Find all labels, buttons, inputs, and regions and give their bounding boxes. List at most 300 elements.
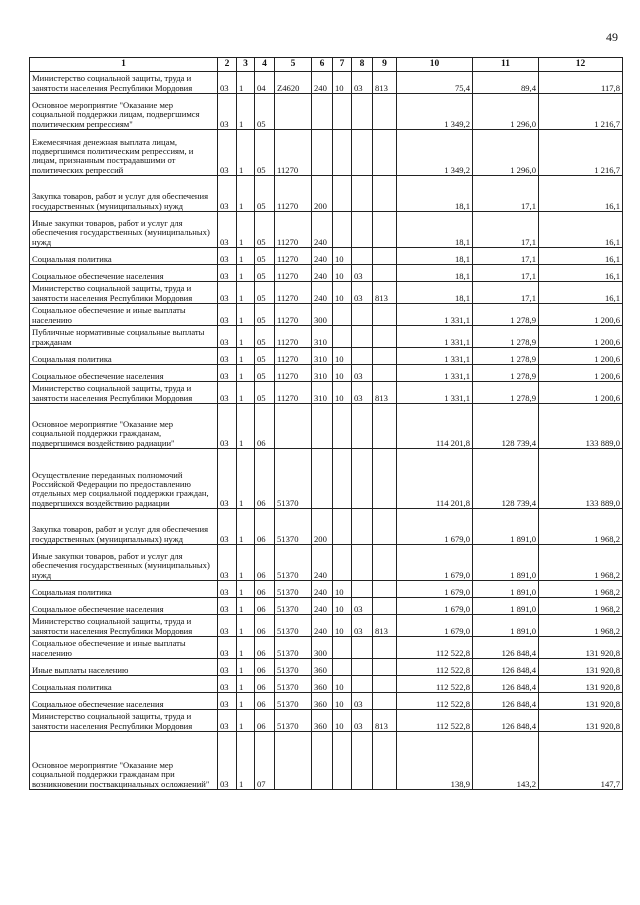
- code-cell: 03: [218, 365, 237, 382]
- code-cell: [373, 581, 397, 598]
- code-cell: 03: [218, 732, 237, 790]
- code-cell: [333, 449, 352, 509]
- amount-cell: 112 522,8: [397, 676, 473, 693]
- code-cell: [333, 130, 352, 176]
- row-name-cell: Ежемесячная денежная выплата лицам, подвергшимся политическим репрессиям, и лицам, признанным пострадавшими от политических репрессий: [30, 130, 218, 176]
- table-row: [30, 676, 623, 693]
- row-name-cell: Министерство социальной защиты, труда и занятости населения Республики Мордовия: [30, 382, 218, 404]
- table-row: [30, 382, 623, 404]
- code-cell: [352, 509, 373, 545]
- code-cell: 1: [237, 404, 255, 449]
- table-row: [30, 693, 623, 710]
- code-cell: 1: [237, 659, 255, 676]
- code-cell: 1: [237, 581, 255, 598]
- code-cell: [333, 659, 352, 676]
- code-cell: 1: [237, 130, 255, 176]
- amount-cell: 1 968,2: [539, 581, 623, 598]
- code-cell: 10: [333, 710, 352, 732]
- code-cell: [373, 676, 397, 693]
- row-name-cell: Социальное обеспечение населения: [30, 365, 218, 382]
- code-cell: [333, 509, 352, 545]
- code-cell: 10: [333, 348, 352, 365]
- code-cell: 03: [218, 72, 237, 94]
- amount-cell: 138,9: [397, 732, 473, 790]
- code-cell: 200: [312, 509, 333, 545]
- code-cell: 03: [218, 449, 237, 509]
- code-cell: 03: [352, 382, 373, 404]
- amount-cell: 1 968,2: [539, 509, 623, 545]
- code-cell: 05: [255, 365, 275, 382]
- code-cell: [352, 732, 373, 790]
- amount-cell: 1 331,1: [397, 326, 473, 348]
- amount-cell: 131 920,8: [539, 659, 623, 676]
- table-row: [30, 72, 623, 94]
- code-cell: 300: [312, 637, 333, 659]
- code-cell: 813: [373, 615, 397, 637]
- row-name-cell: Социальное обеспечение населения: [30, 598, 218, 615]
- code-cell: 11270: [275, 304, 312, 326]
- code-cell: 1: [237, 176, 255, 212]
- code-cell: 10: [333, 72, 352, 94]
- row-name-cell: Социальная политика: [30, 676, 218, 693]
- code-cell: 05: [255, 326, 275, 348]
- code-cell: [333, 545, 352, 581]
- code-cell: 06: [255, 598, 275, 615]
- code-cell: 03: [352, 72, 373, 94]
- column-header-10: 10: [397, 58, 473, 72]
- code-cell: [373, 732, 397, 790]
- column-header-2: 2: [218, 58, 237, 72]
- code-cell: 06: [255, 449, 275, 509]
- column-header-5: 5: [275, 58, 312, 72]
- code-cell: 1: [237, 326, 255, 348]
- amount-cell: 126 848,4: [473, 659, 539, 676]
- row-name-cell: Социальное обеспечение и иные выплаты населению: [30, 637, 218, 659]
- code-cell: [373, 348, 397, 365]
- code-cell: 05: [255, 382, 275, 404]
- code-cell: 03: [218, 282, 237, 304]
- amount-cell: 1 891,0: [473, 598, 539, 615]
- code-cell: 06: [255, 545, 275, 581]
- amount-cell: 18,1: [397, 265, 473, 282]
- code-cell: 1: [237, 365, 255, 382]
- code-cell: [352, 326, 373, 348]
- code-cell: [275, 94, 312, 130]
- code-cell: 11270: [275, 212, 312, 248]
- code-cell: [373, 94, 397, 130]
- code-cell: [373, 449, 397, 509]
- code-cell: 03: [352, 693, 373, 710]
- code-cell: [352, 130, 373, 176]
- code-cell: 03: [218, 509, 237, 545]
- code-cell: 1: [237, 265, 255, 282]
- code-cell: [373, 637, 397, 659]
- code-cell: 11270: [275, 265, 312, 282]
- amount-cell: 17,1: [473, 176, 539, 212]
- code-cell: 1: [237, 282, 255, 304]
- code-cell: 51370: [275, 637, 312, 659]
- code-cell: [352, 94, 373, 130]
- code-cell: 06: [255, 615, 275, 637]
- code-cell: 04: [255, 72, 275, 94]
- code-cell: 813: [373, 282, 397, 304]
- code-cell: [352, 304, 373, 326]
- code-cell: [373, 176, 397, 212]
- code-cell: 51370: [275, 676, 312, 693]
- code-cell: 1: [237, 212, 255, 248]
- code-cell: 03: [218, 304, 237, 326]
- amount-cell: 126 848,4: [473, 693, 539, 710]
- code-cell: [373, 326, 397, 348]
- table-row: [30, 130, 623, 176]
- code-cell: 05: [255, 304, 275, 326]
- code-cell: 03: [218, 545, 237, 581]
- table-row: [30, 615, 623, 637]
- code-cell: 10: [333, 598, 352, 615]
- code-cell: 310: [312, 348, 333, 365]
- code-cell: 05: [255, 348, 275, 365]
- amount-cell: 18,1: [397, 282, 473, 304]
- code-cell: [373, 509, 397, 545]
- code-cell: 03: [218, 94, 237, 130]
- code-cell: 05: [255, 212, 275, 248]
- code-cell: 10: [333, 581, 352, 598]
- table-row: [30, 545, 623, 581]
- amount-cell: 1 679,0: [397, 598, 473, 615]
- amount-cell: 1 968,2: [539, 545, 623, 581]
- code-cell: [373, 659, 397, 676]
- code-cell: 03: [218, 130, 237, 176]
- code-cell: [352, 212, 373, 248]
- code-cell: 1: [237, 693, 255, 710]
- code-cell: 06: [255, 637, 275, 659]
- table-row: [30, 710, 623, 732]
- amount-cell: 1 968,2: [539, 615, 623, 637]
- code-cell: [333, 176, 352, 212]
- column-header-4: 4: [255, 58, 275, 72]
- table-row: [30, 265, 623, 282]
- row-name-cell: Социальная политика: [30, 348, 218, 365]
- amount-cell: 1 216,7: [539, 130, 623, 176]
- row-name-cell: Основное мероприятие "Оказание мер социальной поддержки гражданам, подвергшимся воздействию радиации": [30, 404, 218, 449]
- table-body: [30, 72, 623, 790]
- amount-cell: 126 848,4: [473, 637, 539, 659]
- code-cell: 51370: [275, 710, 312, 732]
- code-cell: [352, 404, 373, 449]
- amount-cell: 131 920,8: [539, 637, 623, 659]
- code-cell: 360: [312, 710, 333, 732]
- amount-cell: 128 739,4: [473, 449, 539, 509]
- code-cell: [352, 637, 373, 659]
- amount-cell: 1 200,6: [539, 326, 623, 348]
- amount-cell: 1 679,0: [397, 615, 473, 637]
- code-cell: 51370: [275, 615, 312, 637]
- code-cell: [373, 304, 397, 326]
- code-cell: 1: [237, 449, 255, 509]
- row-name-cell: Закупка товаров, работ и услуг для обеспечения государственных (муниципальных) нужд: [30, 176, 218, 212]
- amount-cell: 18,1: [397, 176, 473, 212]
- code-cell: 240: [312, 545, 333, 581]
- code-cell: [275, 404, 312, 449]
- amount-cell: 112 522,8: [397, 659, 473, 676]
- code-cell: 240: [312, 581, 333, 598]
- code-cell: 06: [255, 659, 275, 676]
- amount-cell: 1 200,6: [539, 304, 623, 326]
- row-name-cell: Публичные нормативные социальные выплаты гражданам: [30, 326, 218, 348]
- budget-table: [29, 57, 623, 790]
- code-cell: 05: [255, 248, 275, 265]
- row-name-cell: Социальная политика: [30, 248, 218, 265]
- row-name-cell: Министерство социальной защиты, труда и занятости населения Республики Мордовия: [30, 282, 218, 304]
- row-name-cell: Основное мероприятие "Оказание мер социальной поддержки гражданам при возникновении поствакцинальных осложнений": [30, 732, 218, 790]
- code-cell: 1: [237, 676, 255, 693]
- code-cell: 03: [218, 212, 237, 248]
- amount-cell: 1 968,2: [539, 598, 623, 615]
- code-cell: 51370: [275, 598, 312, 615]
- row-name-cell: Иные закупки товаров, работ и услуг для обеспечения государственных (муниципальных) нужд: [30, 545, 218, 581]
- code-cell: [373, 365, 397, 382]
- column-header-7: 7: [333, 58, 352, 72]
- table-row: [30, 304, 623, 326]
- amount-cell: 1 296,0: [473, 130, 539, 176]
- column-header-9: 9: [373, 58, 397, 72]
- code-cell: 11270: [275, 326, 312, 348]
- code-cell: [312, 404, 333, 449]
- amount-cell: 1 216,7: [539, 94, 623, 130]
- amount-cell: 126 848,4: [473, 710, 539, 732]
- code-cell: 360: [312, 659, 333, 676]
- code-cell: [333, 94, 352, 130]
- code-cell: 11270: [275, 176, 312, 212]
- code-cell: 1: [237, 348, 255, 365]
- code-cell: [352, 449, 373, 509]
- code-cell: 03: [218, 348, 237, 365]
- code-cell: 03: [218, 248, 237, 265]
- code-cell: 51370: [275, 509, 312, 545]
- code-cell: 10: [333, 382, 352, 404]
- amount-cell: 89,4: [473, 72, 539, 94]
- amount-cell: 112 522,8: [397, 693, 473, 710]
- code-cell: [333, 637, 352, 659]
- code-cell: 310: [312, 365, 333, 382]
- amount-cell: 18,1: [397, 248, 473, 265]
- table-row: [30, 581, 623, 598]
- row-name-cell: Социальное обеспечение населения: [30, 693, 218, 710]
- code-cell: 10: [333, 248, 352, 265]
- code-cell: 03: [218, 598, 237, 615]
- code-cell: 310: [312, 326, 333, 348]
- code-cell: [352, 676, 373, 693]
- amount-cell: 128 739,4: [473, 404, 539, 449]
- code-cell: [373, 130, 397, 176]
- code-cell: 06: [255, 693, 275, 710]
- code-cell: 51370: [275, 693, 312, 710]
- table-header-row: [30, 58, 623, 72]
- column-header-1: 1: [30, 58, 218, 72]
- amount-cell: 1 278,9: [473, 348, 539, 365]
- amount-cell: 1 891,0: [473, 581, 539, 598]
- code-cell: 310: [312, 382, 333, 404]
- code-cell: [352, 545, 373, 581]
- code-cell: [333, 326, 352, 348]
- code-cell: 03: [352, 282, 373, 304]
- code-cell: 03: [352, 265, 373, 282]
- amount-cell: 16,1: [539, 248, 623, 265]
- code-cell: 11270: [275, 348, 312, 365]
- amount-cell: 1 679,0: [397, 545, 473, 581]
- code-cell: [333, 732, 352, 790]
- code-cell: 11270: [275, 130, 312, 176]
- code-cell: 03: [218, 176, 237, 212]
- code-cell: 51370: [275, 545, 312, 581]
- code-cell: 240: [312, 615, 333, 637]
- code-cell: 10: [333, 693, 352, 710]
- code-cell: 1: [237, 637, 255, 659]
- code-cell: 240: [312, 248, 333, 265]
- code-cell: 813: [373, 710, 397, 732]
- amount-cell: 16,1: [539, 282, 623, 304]
- row-name-cell: Социальное обеспечение населения: [30, 265, 218, 282]
- amount-cell: 1 331,1: [397, 348, 473, 365]
- code-cell: [352, 176, 373, 212]
- column-header-3: 3: [237, 58, 255, 72]
- code-cell: 51370: [275, 449, 312, 509]
- code-cell: 1: [237, 382, 255, 404]
- code-cell: 10: [333, 282, 352, 304]
- code-cell: 813: [373, 72, 397, 94]
- code-cell: 360: [312, 693, 333, 710]
- code-cell: [312, 732, 333, 790]
- row-name-cell: Осуществление переданных полномочий Российской Федерации по предоставлению отдельных мер социальной поддержки граждан, подвергшихся воздействию радиации: [30, 449, 218, 509]
- code-cell: [352, 581, 373, 598]
- code-cell: [312, 449, 333, 509]
- code-cell: 1: [237, 598, 255, 615]
- code-cell: [333, 212, 352, 248]
- amount-cell: 1 331,1: [397, 365, 473, 382]
- code-cell: 10: [333, 265, 352, 282]
- code-cell: [352, 348, 373, 365]
- amount-cell: 17,1: [473, 265, 539, 282]
- code-cell: 03: [218, 326, 237, 348]
- table-row: [30, 94, 623, 130]
- table-row: [30, 509, 623, 545]
- table-row: [30, 449, 623, 509]
- amount-cell: 1 331,1: [397, 382, 473, 404]
- code-cell: 03: [352, 615, 373, 637]
- row-name-cell: Социальная политика: [30, 581, 218, 598]
- code-cell: 200: [312, 176, 333, 212]
- table-row: [30, 348, 623, 365]
- amount-cell: 133 889,0: [539, 404, 623, 449]
- code-cell: 11270: [275, 382, 312, 404]
- code-cell: [373, 265, 397, 282]
- code-cell: 300: [312, 304, 333, 326]
- code-cell: [333, 304, 352, 326]
- row-name-cell: Социальное обеспечение и иные выплаты населению: [30, 304, 218, 326]
- code-cell: 51370: [275, 659, 312, 676]
- amount-cell: 1 679,0: [397, 509, 473, 545]
- amount-cell: 17,1: [473, 282, 539, 304]
- amount-cell: 1 296,0: [473, 94, 539, 130]
- table-row: [30, 176, 623, 212]
- code-cell: [373, 545, 397, 581]
- code-cell: 05: [255, 130, 275, 176]
- table-row: [30, 637, 623, 659]
- amount-cell: 16,1: [539, 265, 623, 282]
- code-cell: [373, 598, 397, 615]
- amount-cell: 1 278,9: [473, 365, 539, 382]
- code-cell: [373, 404, 397, 449]
- amount-cell: 75,4: [397, 72, 473, 94]
- code-cell: 05: [255, 282, 275, 304]
- code-cell: [373, 693, 397, 710]
- code-cell: 240: [312, 72, 333, 94]
- code-cell: 03: [352, 365, 373, 382]
- amount-cell: 18,1: [397, 212, 473, 248]
- code-cell: 03: [218, 676, 237, 693]
- table-row: [30, 282, 623, 304]
- amount-cell: 1 679,0: [397, 581, 473, 598]
- code-cell: [333, 404, 352, 449]
- amount-cell: 114 201,8: [397, 404, 473, 449]
- code-cell: 03: [218, 615, 237, 637]
- table-row: [30, 212, 623, 248]
- code-cell: Z4620: [275, 72, 312, 94]
- code-cell: 1: [237, 509, 255, 545]
- code-cell: [312, 130, 333, 176]
- code-cell: 03: [352, 710, 373, 732]
- code-cell: 11270: [275, 282, 312, 304]
- code-cell: 240: [312, 265, 333, 282]
- column-header-6: 6: [312, 58, 333, 72]
- amount-cell: 16,1: [539, 176, 623, 212]
- amount-cell: 1 891,0: [473, 615, 539, 637]
- amount-cell: 131 920,8: [539, 676, 623, 693]
- amount-cell: 1 200,6: [539, 348, 623, 365]
- code-cell: 240: [312, 598, 333, 615]
- code-cell: 03: [218, 265, 237, 282]
- code-cell: 1: [237, 304, 255, 326]
- code-cell: 03: [218, 404, 237, 449]
- code-cell: [373, 212, 397, 248]
- code-cell: 03: [352, 598, 373, 615]
- column-header-11: 11: [473, 58, 539, 72]
- row-name-cell: Основное мероприятие "Оказание мер социальной поддержки лицам, подвергшимся политическим репрессиям": [30, 94, 218, 130]
- code-cell: 03: [218, 693, 237, 710]
- code-cell: [352, 659, 373, 676]
- code-cell: 03: [218, 382, 237, 404]
- amount-cell: 131 920,8: [539, 693, 623, 710]
- amount-cell: 126 848,4: [473, 676, 539, 693]
- amount-cell: 1 349,2: [397, 130, 473, 176]
- code-cell: 06: [255, 676, 275, 693]
- code-cell: 03: [218, 581, 237, 598]
- code-cell: 07: [255, 732, 275, 790]
- code-cell: [275, 732, 312, 790]
- table-row: [30, 365, 623, 382]
- code-cell: 360: [312, 676, 333, 693]
- code-cell: 10: [333, 615, 352, 637]
- amount-cell: 112 522,8: [397, 637, 473, 659]
- code-cell: 03: [218, 710, 237, 732]
- code-cell: [352, 248, 373, 265]
- code-cell: 06: [255, 710, 275, 732]
- code-cell: 240: [312, 212, 333, 248]
- table-row: [30, 732, 623, 790]
- row-name-cell: Министерство социальной защиты, труда и занятости населения Республики Мордовия: [30, 615, 218, 637]
- code-cell: 10: [333, 365, 352, 382]
- row-name-cell: Иные выплаты населению: [30, 659, 218, 676]
